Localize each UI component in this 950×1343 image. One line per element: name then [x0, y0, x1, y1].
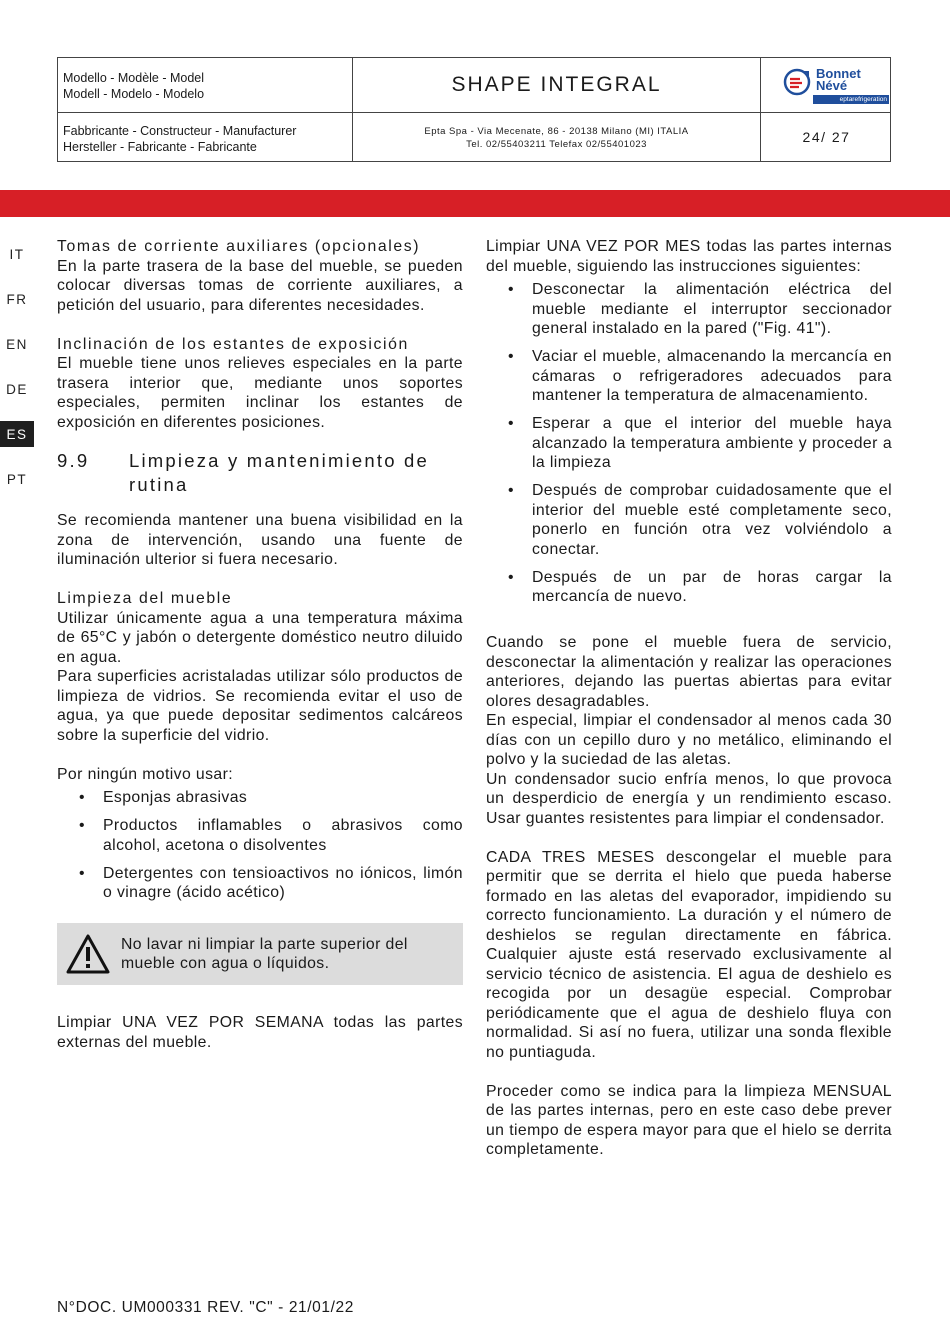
model-label-line-2: Modell - Modelo - Modelo [63, 87, 205, 101]
condenser-cleaning: En especial, limpiar el condensador al menos cada 30 días con un cepillo duro y no metálico, eliminando el polvo y la suciedad de las aletas. [486, 712, 892, 768]
dirty-condenser-note: Un condensador sucio enfría menos, lo que provoca un desperdicio de energía y un rendimiento escaso. Usar guantes resistentes para limpiar el condensador. [486, 770, 892, 827]
monthly-intro: Limpiar UNA VEZ POR MES todas las partes internas del mueble, siguiendo las instrucciones siguientes: [486, 238, 892, 275]
warning-box [57, 923, 463, 985]
list-item: • Vaciar el mueble, almacenando la mercancía en cámaras o refrigeradores adecuados para mantener la temperatura de almacenamiento. [486, 347, 892, 406]
list-item: • Después de un par de horas cargar la mercancía de nuevo. [486, 568, 892, 607]
language-tab-it[interactable]: IT [9, 246, 25, 262]
model-label-line-1: Modello - Modèle - Model [63, 71, 205, 85]
red-divider-bar [0, 190, 950, 217]
section-heading [57, 449, 463, 497]
shelf-tilt-title: Inclinación de los estantes de exposición [57, 335, 409, 353]
cabinet-cleaning-title: Limpieza del mueble [57, 590, 233, 607]
language-tab-pt[interactable]: PT [6, 471, 28, 487]
warning-text: No lavar ni limpiar la parte superior del mueble con agua o líquidos. [121, 935, 408, 972]
shelf-tilt-body: El mueble tiene unos relieves especiales en la parte trasera interior que, mediante unos soportes especiales, permiten inclinar los estantes de exposición en diferentes posiciones. [57, 355, 463, 431]
visibility-note: Se recomienda mantener una buena visibilidad en la zona de intervención, usando una fuente de iluminación ulterior si fuera necesario. [57, 512, 463, 568]
manufacturer-label-line-1: Fabbricante - Constructeur - Manufacturer [63, 124, 297, 138]
aux-outlets-body: En la parte trasera de la base del mueble, se pueden colocar diversas tomas de corriente auxiliares, a petición del usuario, para diferentes necesidades. [57, 257, 463, 314]
weekly-cleaning: Limpiar UNA VEZ POR SEMANA todas las partes externas del mueble. [57, 1014, 463, 1051]
defrost-instructions: CADA TRES MESES descongelar el mueble para permitir que se derrita el hielo que pueda haberse formado en las aletas del evaporador, impidiendo su correcto funcionamiento. La duración y el número de deshielos se regulan directamente en fábrica. Cualquier ajuste está reservado exclusivamente al servicio técnico de asistencia. El agua de deshielo es recogida por un desagüe especial. Comprobar periódicamente que el agua de deshielo fluya con normalidad. Si así no fuera, utilizar una sonda flexible no puntiaguda. [486, 848, 892, 1061]
language-tab-fr[interactable]: FR [6, 291, 28, 307]
document-number: N°DOC. UM000331 REV. "C" - 21/01/22 [57, 1299, 354, 1316]
address-line-1: Epta Spa - Via Mecenate, 86 - 20138 Milano (MI) ITALIA [424, 126, 689, 137]
list-item: • Después de comprobar cuidadosamente que el interior del mueble esté completamente seco, ponerlo en función otra vez volviéndolo a conectar. [486, 481, 892, 559]
list-item: • Detergentes con tensioactivos no iónicos, limón o vinagre (ácido acético) [57, 864, 463, 903]
model-label [58, 70, 352, 102]
cabinet-cleaning-body-1: Utilizar únicamente agua a una temperatura máxima de 65°C y jabón o detergente doméstico neutro diluido en agua. [57, 609, 463, 666]
never-use-intro: Por ningún motivo usar: [57, 765, 234, 783]
language-tab-es[interactable]: ES [0, 421, 34, 447]
out-of-service-note: Cuando se pone el mueble fuera de servicio, desconectar la alimentación y realizar las operaciones anteriores, dejando las puertas abiertas para evitar olores desagradables. [486, 634, 892, 710]
language-tab-de[interactable]: DE [6, 381, 28, 397]
list-item: • Esponjas abrasivas [57, 788, 463, 808]
right-column [486, 237, 892, 1160]
manufacturer-label [58, 123, 352, 155]
list-item: • Productos inflamables o abrasivos como alcohol, acetona o disolventes [57, 816, 463, 855]
model-name: SHAPE INTEGRAL [451, 73, 662, 96]
list-item: • Esperar a que el interior del mueble haya alcanzado la temperatura ambiente y proceder a la limpieza [486, 414, 892, 473]
address-line-2: Tel. 02/55403211 Telefax 02/55401023 [466, 139, 647, 150]
manufacturer-address [353, 125, 760, 151]
never-use-list [57, 788, 463, 903]
list-item: • Desconectar la alimentación eléctrica del mueble mediante el interruptor seccionador general instalado en la pared ("Fig. 41"). [486, 280, 892, 339]
language-tab-en[interactable]: EN [6, 336, 28, 352]
monthly-steps-list [486, 280, 892, 607]
left-column [57, 237, 463, 1052]
proceed-note: Proceder como se indica para la limpieza MENSUAL de las partes internas, pero en este caso debe prever un tiempo de espera mayor para que el hielo se derrita completamente. [486, 1082, 892, 1158]
brand-logo [780, 64, 892, 108]
header-table [57, 57, 891, 162]
logo-text-bonnet: Bonnet [816, 66, 861, 81]
page-number: 24/ 27 [802, 129, 851, 145]
section-title: Limpieza y mantenimiento de rutina [129, 450, 430, 495]
manufacturer-label-line-2: Hersteller - Fabricante - Fabricante [63, 140, 257, 154]
logo-text-neve: Névé [816, 78, 848, 93]
logo-tagline: eptarefrigeration [813, 95, 889, 104]
cabinet-cleaning-body-2: Para superficies acristaladas utilizar sólo productos de limpieza de vidrios. Se recomienda evitar el uso de agua, ya que puede depositar sedimentos calcáreos sobre la superficie del vidrio. [57, 668, 463, 744]
logo-mark-icon [782, 67, 812, 97]
warning-triangle-icon [65, 933, 111, 975]
section-number: 9.9 [57, 450, 90, 471]
aux-outlets-title: Tomas de corriente auxiliares (opcionales) [57, 238, 421, 255]
